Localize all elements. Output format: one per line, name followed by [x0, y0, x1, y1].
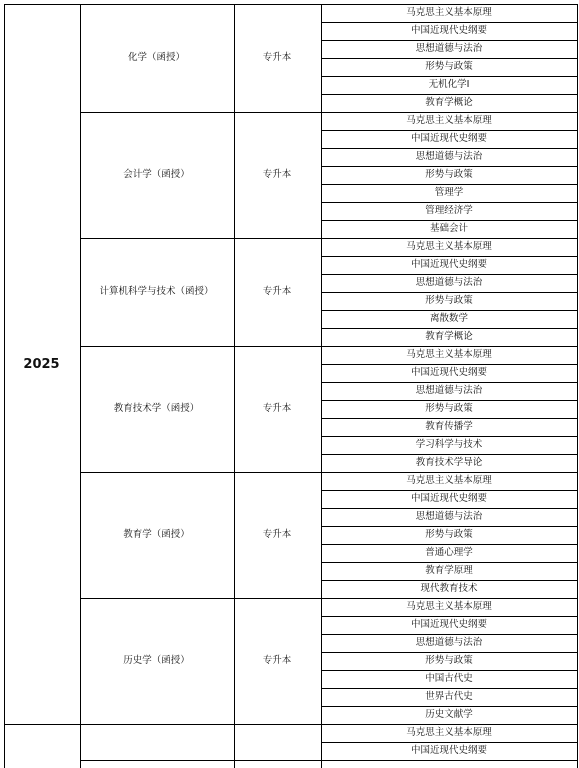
course-cell: 思想道德与法治	[415, 385, 483, 397]
course-cell: 无机化学Ⅰ	[428, 79, 470, 91]
course-cell: 思想道德与法治	[415, 277, 483, 289]
level-cell: 专升本	[262, 52, 292, 64]
group-bottom-line	[80, 760, 577, 761]
course-cell: 中国近现代史纲要	[410, 745, 487, 757]
course-cell: 马克思主义基本原理	[406, 7, 492, 19]
level-cell	[234, 724, 320, 760]
course-cell: 历史文献学	[425, 709, 473, 721]
course-cell: 学习科学与技术	[415, 439, 483, 451]
course-cell: 形势与政策	[425, 529, 473, 541]
course-cell: 现代教育技术	[420, 583, 478, 595]
course-cell: 思想道德与法治	[415, 43, 483, 55]
table-top-border	[4, 4, 577, 5]
course-cell: 教育传播学	[425, 421, 473, 433]
major-cell: 会计学（函授）	[123, 169, 190, 181]
column-line	[321, 4, 322, 768]
course-cell: 中国近现代史纲要	[410, 133, 487, 145]
year-block-bottom-line	[4, 724, 80, 725]
group-top-line	[80, 472, 577, 473]
course-cell: 形势与政策	[425, 169, 473, 181]
course-cell: 形势与政策	[425, 295, 473, 307]
course-cell: 马克思主义基本原理	[406, 475, 492, 487]
course-cell: 教育技术学导论	[415, 457, 483, 469]
course-cell: 形势与政策	[425, 61, 473, 73]
major-cell: 历史学（函授）	[123, 655, 190, 667]
course-cell: 思想道德与法治	[415, 511, 483, 523]
major-cell: 计算机科学与技术（函授）	[99, 286, 214, 298]
year-cell: 2025	[23, 356, 60, 372]
course-cell: 形势与政策	[425, 403, 473, 415]
major-cell	[80, 724, 233, 760]
group-top-line	[80, 346, 577, 347]
major-cell: 化学（函授）	[127, 52, 185, 64]
course-cell: 离散数学	[429, 313, 468, 325]
level-cell: 专升本	[262, 655, 292, 667]
course-cell: 形势与政策	[425, 655, 473, 667]
course-cell: 思想道德与法治	[415, 151, 483, 163]
level-cell: 专升本	[262, 286, 292, 298]
course-cell: 管理经济学	[425, 205, 473, 217]
group-top-line	[80, 598, 577, 599]
course-cell: 教育学概论	[425, 331, 473, 343]
major-cell: 教育技术学（函授）	[113, 403, 200, 415]
group-top-line	[80, 238, 577, 239]
course-cell: 马克思主义基本原理	[406, 115, 492, 127]
course-cell: 管理学	[434, 187, 464, 199]
column-line	[234, 4, 235, 768]
course-cell: 马克思主义基本原理	[406, 601, 492, 613]
group-top-line	[80, 112, 577, 113]
course-cell: 思想道德与法治	[415, 637, 483, 649]
course-cell: 马克思主义基本原理	[406, 727, 492, 739]
course-cell: 中国近现代史纲要	[410, 259, 487, 271]
level-cell: 专升本	[262, 169, 292, 181]
course-cell: 中国近现代史纲要	[410, 619, 487, 631]
course-cell: 马克思主义基本原理	[406, 241, 492, 253]
course-cell: 基础会计	[429, 223, 468, 235]
level-cell: 专升本	[262, 529, 292, 541]
level-cell: 专升本	[262, 403, 292, 415]
course-cell: 中国近现代史纲要	[410, 493, 487, 505]
column-line	[577, 4, 578, 768]
course-cell: 普通心理学	[425, 547, 473, 559]
course-cell: 马克思主义基本原理	[406, 349, 492, 361]
group-top-line	[80, 724, 577, 725]
major-cell: 教育学（函授）	[123, 529, 190, 541]
course-cell: 世界古代史	[425, 691, 473, 703]
course-cell: 中国古代史	[425, 673, 473, 685]
course-cell: 教育学概论	[425, 97, 473, 109]
course-cell: 教育学原理	[425, 565, 473, 577]
column-line	[80, 4, 81, 768]
course-cell: 中国近现代史纲要	[410, 25, 487, 37]
column-line	[4, 4, 5, 768]
course-cell: 中国近现代史纲要	[410, 367, 487, 379]
